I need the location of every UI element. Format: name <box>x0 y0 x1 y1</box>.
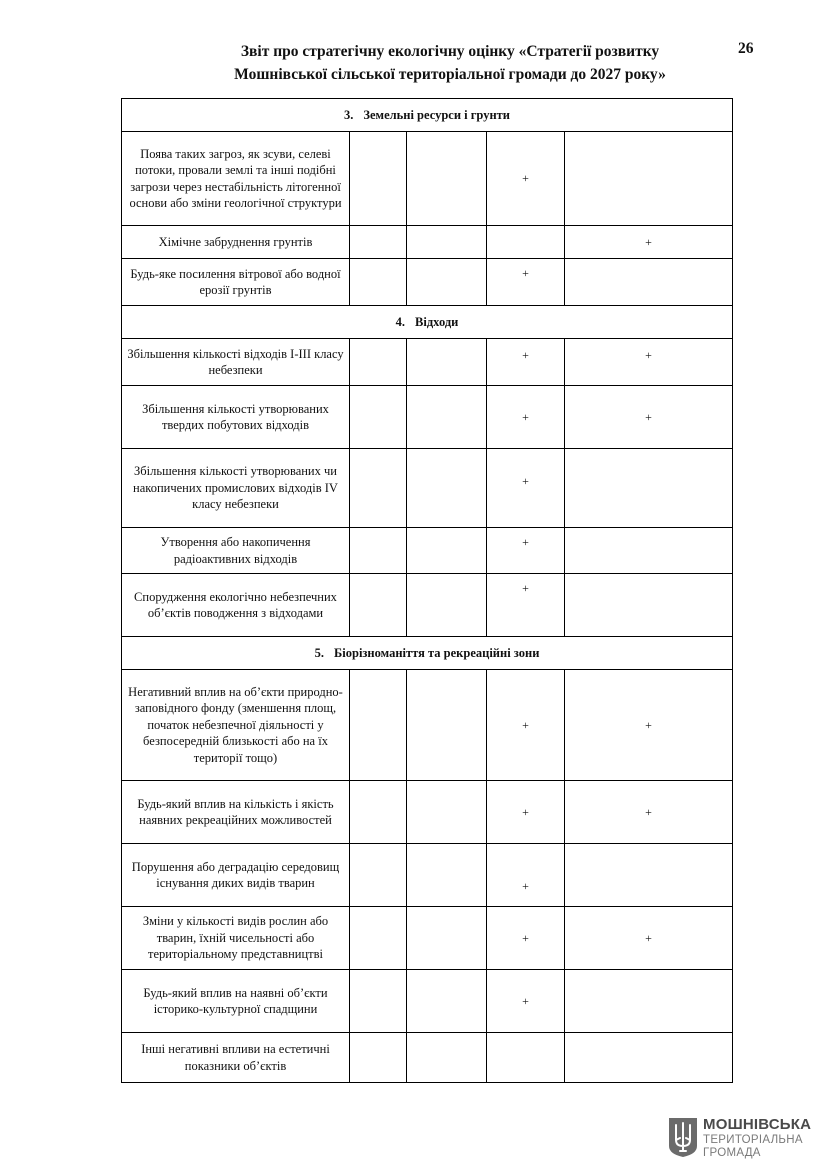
table-cell <box>565 1033 733 1083</box>
table-cell: + <box>565 226 733 259</box>
row-label: Збільшення кількості утворюваних чи накопичених промислових відходів IV класу небезпеки <box>122 449 350 528</box>
table-cell <box>350 449 407 528</box>
table-cell: + <box>487 970 565 1033</box>
section-header-row <box>122 637 733 670</box>
logo-subtitle-1: ТЕРИТОРІАЛЬНА <box>703 1134 803 1146</box>
table-cell <box>407 970 487 1033</box>
table-cell <box>407 226 487 259</box>
table-cell: + <box>487 132 565 226</box>
table-cell <box>350 132 407 226</box>
row-label: Спорудження екологічно небезпечних об’єктів поводження з відходами <box>122 574 350 637</box>
table-cell <box>407 907 487 970</box>
section-title-cell <box>122 306 733 339</box>
row-label: Порушення або деградацію середовищ існування диких видів тварин <box>122 844 350 907</box>
row-label: Поява таких загроз, як зсуви, селеві потоки, провали землі та інші подібні загрози через нестабільність літогенної основи або зміни геологічної структури <box>122 132 350 226</box>
table-row <box>122 132 733 226</box>
table-cell <box>407 670 487 781</box>
header-title-line-1: Звіт про стратегічну екологічну оцінку «Стратегії розвитку <box>240 43 660 60</box>
page-header <box>150 40 750 86</box>
section-header-row <box>122 99 733 132</box>
section-title: Земельні ресурси і грунти <box>363 107 511 122</box>
table-row <box>122 449 733 528</box>
row-label: Будь-який вплив на кількість і якість наявних рекреаційних можливостей <box>122 781 350 844</box>
table-cell: + <box>487 339 565 386</box>
table-cell <box>350 1033 407 1083</box>
trident-emblem-icon <box>667 1116 699 1158</box>
table-cell <box>487 226 565 259</box>
table-cell: + <box>487 670 565 781</box>
section-number: 4. <box>395 314 406 329</box>
row-label: Негативний вплив на об’єкти природно-заповідного фонду (зменшення площ, початок небезпечної діяльності у безпосередній близькості або на їх території тощо) <box>122 670 350 781</box>
table-row <box>122 574 733 637</box>
row-label: Хімічне забруднення грунтів <box>122 226 350 259</box>
table-cell <box>565 132 733 226</box>
table-cell <box>350 574 407 637</box>
table-cell <box>407 574 487 637</box>
table-cell: + <box>487 907 565 970</box>
table-cell <box>565 449 733 528</box>
table-row <box>122 907 733 970</box>
table-row <box>122 226 733 259</box>
row-label: Будь-який вплив на наявні об’єкти історико-культурної спадщини <box>122 970 350 1033</box>
table-cell <box>350 670 407 781</box>
table-cell <box>407 528 487 574</box>
table-cell <box>407 449 487 528</box>
table-cell: + <box>487 386 565 449</box>
table-cell: + <box>487 781 565 844</box>
row-label: Збільшення кількості утворюваних твердих побутових відходів <box>122 386 350 449</box>
table-cell <box>407 781 487 844</box>
table-cell: + <box>487 528 565 574</box>
table-row <box>122 339 733 386</box>
table-cell: + <box>565 339 733 386</box>
section-title-cell <box>122 99 733 132</box>
table-cell <box>565 574 733 637</box>
section-title-cell <box>122 637 733 670</box>
table-cell: + <box>487 259 565 306</box>
table-cell <box>350 781 407 844</box>
table-cell: + <box>487 844 565 907</box>
row-label: Зміни у кількості видів рослин або тварин, їхній чисельності або територіальному представництві <box>122 907 350 970</box>
section-title: Біорізноманіття та рекреаційні зони <box>334 645 540 660</box>
table-cell <box>565 259 733 306</box>
section-number: 3. <box>344 107 354 122</box>
table-cell <box>350 528 407 574</box>
logo-subtitle-2: ГРОМАДА <box>703 1147 761 1159</box>
table-row <box>122 670 733 781</box>
table-cell <box>350 386 407 449</box>
table-cell <box>407 339 487 386</box>
table-row <box>122 1033 733 1083</box>
table-cell <box>407 132 487 226</box>
table-cell: + <box>565 670 733 781</box>
section-title: Відходи <box>415 314 459 329</box>
assessment-table <box>121 98 733 1083</box>
table-cell: + <box>487 574 565 637</box>
section-number: 5. <box>314 645 324 660</box>
table-cell: + <box>565 386 733 449</box>
section-header-row <box>122 306 733 339</box>
row-label: Інші негативні впливи на естетичні показники об’єктів <box>122 1033 350 1083</box>
table-row <box>122 386 733 449</box>
table-cell <box>565 844 733 907</box>
table-cell <box>350 970 407 1033</box>
table-row <box>122 844 733 907</box>
table-cell <box>487 1033 565 1083</box>
table-row <box>122 781 733 844</box>
table-cell <box>350 907 407 970</box>
table-cell <box>407 386 487 449</box>
table-cell <box>350 844 407 907</box>
table-cell <box>350 259 407 306</box>
table-row <box>122 259 733 306</box>
table-cell: + <box>565 907 733 970</box>
table-cell <box>407 1033 487 1083</box>
table-cell <box>407 844 487 907</box>
row-label: Утворення або накопичення радіоактивних відходів <box>122 528 350 574</box>
header-title-line-2: Мошнівської сільської територіальної громади до 2027 року» <box>234 66 666 83</box>
page-number: 26 <box>738 40 754 57</box>
table-row <box>122 970 733 1033</box>
community-logo <box>667 1114 817 1160</box>
table-row <box>122 528 733 574</box>
table-cell <box>350 226 407 259</box>
table-cell: + <box>565 781 733 844</box>
row-label: Збільшення кількості відходів I-III класу небезпеки <box>122 339 350 386</box>
table-cell: + <box>487 449 565 528</box>
logo-title: МОШНІВСЬКА <box>703 1116 812 1133</box>
table-cell <box>565 528 733 574</box>
table-cell <box>350 339 407 386</box>
row-label: Будь-яке посилення вітрової або водної ерозії грунтів <box>122 259 350 306</box>
table-cell <box>407 259 487 306</box>
table-cell <box>565 970 733 1033</box>
